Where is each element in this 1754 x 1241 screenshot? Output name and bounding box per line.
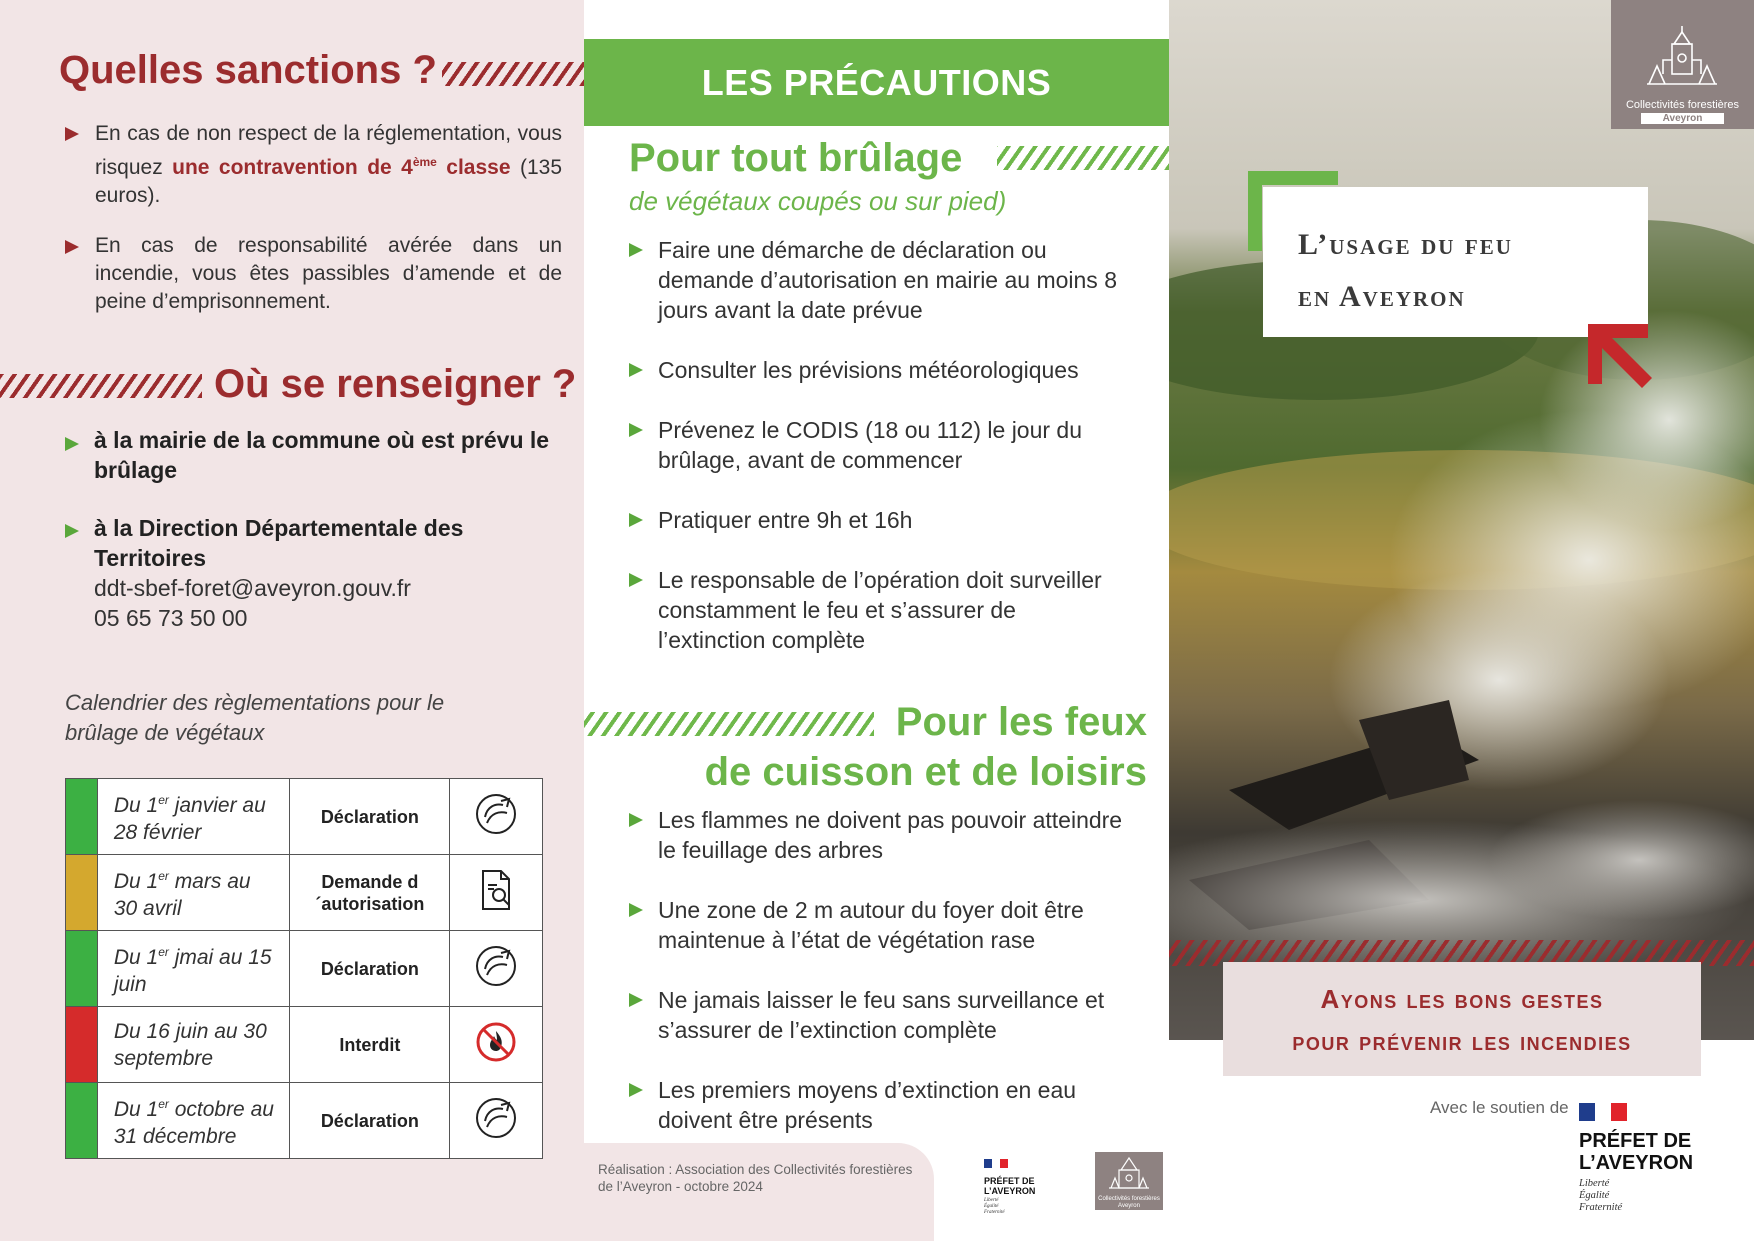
- declaration-icon: [450, 931, 543, 1007]
- prefet-motto: Liberté Égalité Fraternité: [1579, 1178, 1623, 1213]
- panel-cover: [1169, 0, 1754, 1241]
- red-hatch-decoration: [442, 62, 584, 86]
- green-bullet-icon: [629, 993, 643, 1007]
- green-bullet-icon: [629, 423, 643, 437]
- red-bullet-icon: [65, 240, 79, 254]
- sanction-item-responsabilite: En cas de responsabilité avérée dans un incendie, vous êtes passibles d’amende et de peine d’emprisonnement.: [95, 234, 562, 313]
- calendar-status: Déclaration: [290, 1083, 450, 1159]
- precaution-item: Une zone de 2 m autour du foyer doit être maintenue à l’état de végétation rase: [658, 897, 1084, 953]
- renseigner-title: Où se renseigner ?: [214, 362, 577, 406]
- calendar-row: [66, 1083, 543, 1159]
- calendar-color-swatch: [66, 1007, 98, 1083]
- cuisson-title-line2: de cuisson et de loisirs: [704, 750, 1147, 794]
- prefet-logo: [1579, 1103, 1719, 1214]
- collectivites-logo: [1611, 0, 1754, 129]
- calendar-status: Interdit: [290, 1007, 450, 1083]
- no-fire-icon: [450, 1007, 543, 1083]
- green-bullet-icon: [629, 513, 643, 527]
- panel-sanctions: [0, 0, 584, 1241]
- green-bullet-icon: [629, 903, 643, 917]
- calendar-color-swatch: [66, 855, 98, 931]
- calendar-color-swatch: [66, 931, 98, 1007]
- calendar-row: [66, 931, 543, 1007]
- precaution-item: Le responsable de l’opération doit surveiller constamment le feu et s’assurer de l’extinction complète: [658, 567, 1102, 653]
- precaution-item: Les flammes ne doivent pas pouvoir atteindre le feuillage des arbres: [658, 807, 1123, 863]
- green-bullet-icon: [65, 437, 79, 451]
- green-bullet-icon: [629, 243, 643, 257]
- calendar-period: Du 1er jmai au 15 juin: [97, 931, 290, 1007]
- calendar-period: Du 1er mars au 30 avril: [97, 855, 290, 931]
- calendar-row: [66, 779, 543, 855]
- prefet-title: PRÉFET DE L’AVEYRON: [1579, 1130, 1694, 1174]
- logo-subtext: Aveyron: [1641, 113, 1724, 124]
- precaution-item: Les premiers moyens d’extinction en eau doivent être présents: [658, 1077, 1077, 1133]
- brulage-title: Pour tout brûlage: [629, 136, 963, 180]
- collectivites-logo-small: [1095, 1152, 1163, 1210]
- red-arrow-icon: [1584, 320, 1656, 392]
- logo-text: Collectivités forestières: [1625, 99, 1740, 111]
- logo-small-text: Collectivités forestières Aveyron: [1098, 1196, 1160, 1209]
- precaution-item: Faire une démarche de déclaration ou demande d’autorisation en mairie au moins 8 jours avant la date prévue: [658, 237, 1117, 323]
- cover-title-box: [1263, 187, 1648, 337]
- green-bullet-icon: [629, 573, 643, 587]
- renseigner-mairie: à la mairie de la commune où est prévu le brûlage: [94, 427, 550, 483]
- green-bullet-icon: [629, 363, 643, 377]
- brulage-subtitle: de végétaux coupés ou sur pied): [629, 186, 1007, 216]
- precaution-item: Prévenez le CODIS (18 ou 112) le jour du brûlage, avant de commencer: [658, 417, 1083, 473]
- sanction-item-contravention: En cas de non respect de la réglementation, vous risquez une contravention de 4ème classe (135 euros).: [95, 122, 562, 207]
- precaution-item: Consulter les prévisions météorologiques: [658, 357, 1079, 383]
- sanctions-title: Quelles sanctions ?: [59, 48, 437, 92]
- red-hatch-decoration: [0, 374, 202, 398]
- prefet-logo-small: [984, 1155, 1064, 1216]
- cuisson-title-line1: Pour les feux: [895, 700, 1147, 744]
- calendar-row: [66, 1007, 543, 1083]
- declaration-icon: [450, 779, 543, 855]
- slogan: Ayons les bons gestes pour prévenir les incendies: [1292, 984, 1632, 1056]
- credits-box: [584, 1143, 934, 1241]
- calendar-period: Du 1er octobre au 31 décembre: [97, 1083, 290, 1159]
- ddt-email: ddt-sbef-foret@aveyron.gouv.fr: [94, 575, 411, 601]
- green-bullet-icon: [65, 524, 79, 538]
- cover-title: L’usage du feu en Aveyron: [1298, 228, 1513, 313]
- green-bullet-icon: [629, 813, 643, 827]
- prefet-small-motto: Liberté Égalité Fraternité: [984, 1198, 1005, 1215]
- precautions-banner: LES PRÉCAUTIONS: [584, 39, 1169, 126]
- precaution-item: Pratiquer entre 9h et 16h: [658, 507, 913, 533]
- french-flag-icon: [984, 1159, 1008, 1168]
- credits-text: Réalisation : Association des Collectivités forestières de l’Aveyron - octobre 2024: [598, 1162, 913, 1194]
- calendar-table: [65, 778, 543, 1159]
- green-bullet-icon: [629, 1083, 643, 1097]
- calendar-status: Déclaration: [290, 931, 450, 1007]
- town-hall-icon: [1611, 0, 1754, 99]
- french-flag-icon: [1579, 1103, 1627, 1121]
- authorization-document-icon: [450, 855, 543, 931]
- calendar-title: Calendrier des règlementations pour le brûlage de végétaux: [65, 690, 445, 745]
- prefet-small-title: PRÉFET DE L’AVEYRON: [984, 1176, 1036, 1196]
- green-hatch-decoration: [584, 712, 874, 736]
- calendar-color-swatch: [66, 779, 98, 855]
- calendar-status: Demande d´autorisation: [290, 855, 450, 931]
- burning-brush-photo: [1169, 0, 1754, 1040]
- precaution-item: Ne jamais laisser le feu sans surveillance et s’assurer de l’extinction complète: [658, 987, 1105, 1043]
- panel-precautions: [584, 0, 1169, 1241]
- green-hatch-decoration: [997, 146, 1169, 170]
- calendar-period: Du 16 juin au 30 septembre: [97, 1007, 290, 1083]
- calendar-row: [66, 855, 543, 931]
- calendar-status: Déclaration: [290, 779, 450, 855]
- calendar-period: Du 1er janvier au 28 février: [97, 779, 290, 855]
- renseigner-ddt: à la Direction Départementale des Territoires: [94, 515, 464, 571]
- red-bullet-icon: [65, 127, 79, 141]
- town-hall-icon: [1095, 1152, 1163, 1196]
- ddt-phone: 05 65 73 50 00: [94, 605, 248, 631]
- declaration-icon: [450, 1083, 543, 1159]
- calendar-color-swatch: [66, 1083, 98, 1159]
- slogan-box: [1223, 962, 1701, 1076]
- soutien-label: Avec le soutien de: [1430, 1098, 1569, 1117]
